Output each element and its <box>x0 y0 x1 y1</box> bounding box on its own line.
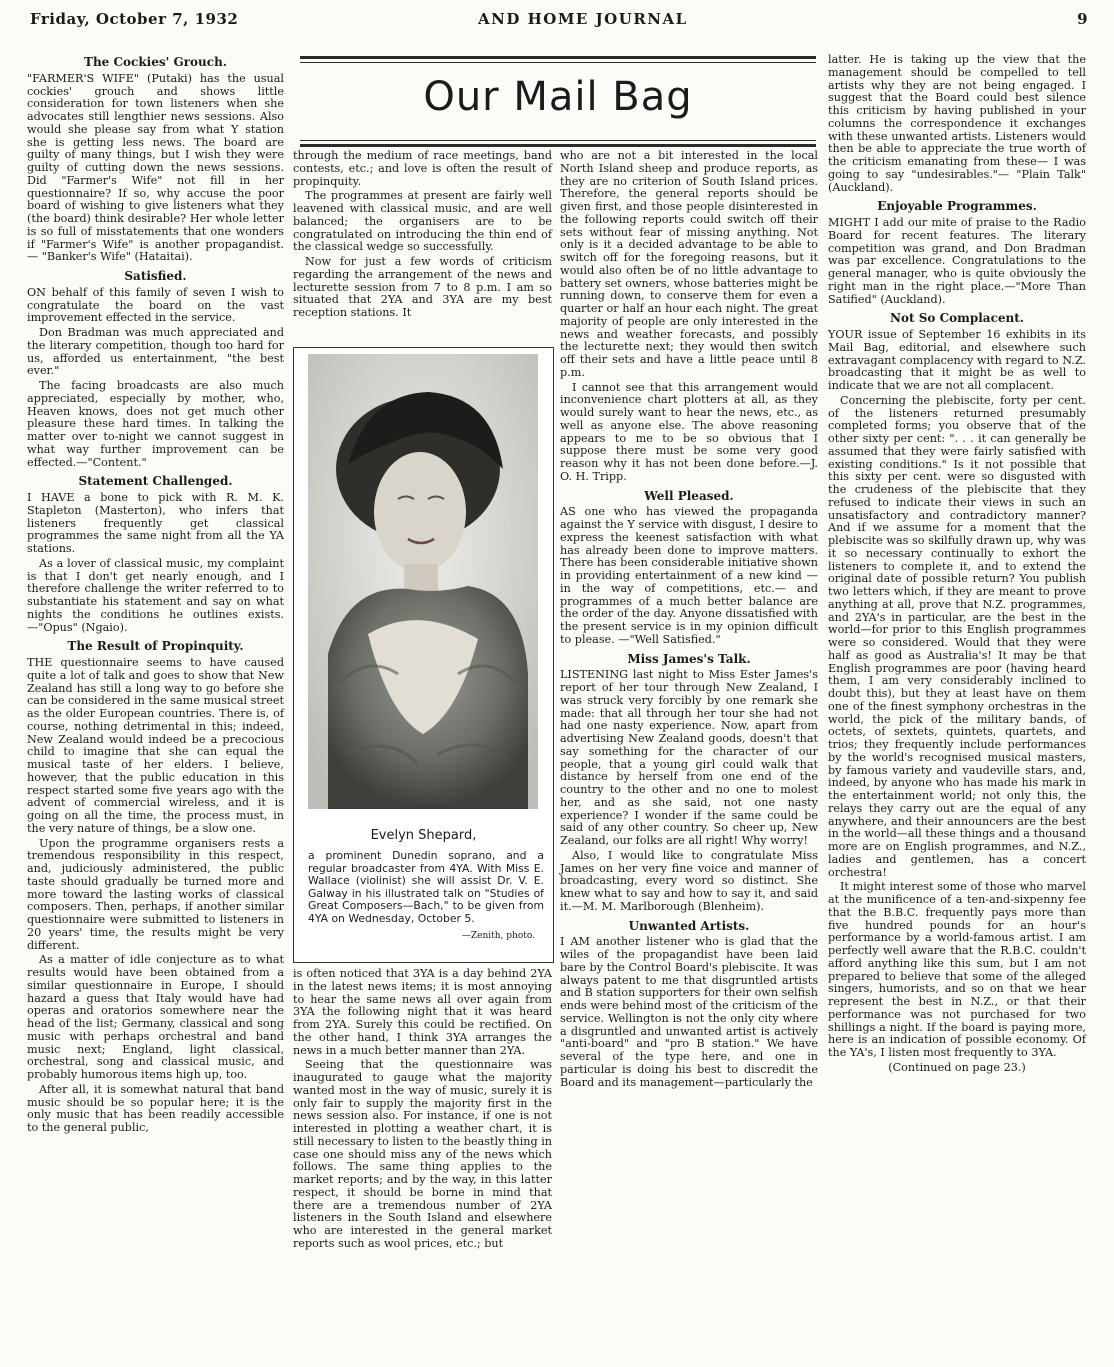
column-3 <box>560 150 818 1091</box>
letter-paragraph: Don Bradman was much appreciated and the literary competition, though too hard for us, afforded us entertainment, "the best ever." <box>27 326 284 378</box>
letter-paragraph: MIGHT I add our mite of praise to the Radio Board for recent features. The literary competition was grand, and Don Bradman was par excellence. Congratulations to the general manager, who is quite obviously the right man in the right place.—"More Than Satified" (Auckland). <box>828 216 1086 306</box>
page-number: 9 <box>1077 10 1088 28</box>
letter-paragraph: AS one who has viewed the propaganda against the Y service with disgust, I desire to express the keenest satisfaction with what has already been done to improve matters. There has been considerable initiative shown in providing entertainment of a new kind —in the way of competitions, etc.— and programmes of a much better balance are the order of the day. Anyone dissatisfied with the present service is in my opinion difficult to please. —"Well Satisfied." <box>560 505 818 646</box>
continued-note: (Continued on page 23.) <box>888 1060 1026 1074</box>
letter-paragraph: Concerning the plebiscite, forty per cent. of the listeners returned presumably completed forms; you observe that of the other sixty per cent: ". . . it can generally be assumed that they were fairly satisfied with existing conditions." Is it not possible that this sixty per cent. were so disgusted with the crudeness of the plebiscite that they refused to indicate their views in such an unsatisfactory and contradictory manner? And if we assume for a moment that the plebiscite was so skilfully drawn up, why was it so necessary continually to exhort the listeners to complete it, and to extend the original date of possible return? You publish two letters which, if they are meant to prove anything at all, prove that N.Z. programmes, and 2YA's in particular, are the best in the world—for prior to this English programmes were so considered. Would that they were half as good as Australia's! It may be that English programmes are poor (having heard them, I am very considerably inclined to doubt this), but they at least have on them one of the finest symphony orchestras in the world, the pick of the military bands, of octets, of sextets, quintets, quartets, and trios; they frequently include performances by the world's recognised musical masters, by famous variety and vaudeville stars, and, indeed, by anyone who has made his mark in the entertainment world; not only this, the relays they carry out are the equal of any anywhere, and their announcers are the best in the world—all these things and a thousand more are on English programmes, and N.Z., ladies and gentlemen, has a concert orchestra! <box>828 393 1086 879</box>
letter-paragraph: As a lover of classical music, my complaint is that I don't get nearly enough, and I therefore challenge the writer referred to to substantiate his statement and say on what nights the conditions he outlines exists.—"Opus" (Ngaio). <box>27 556 284 634</box>
heading-statement-challenged: Statement Challenged. <box>78 474 233 489</box>
heading-well-pleased: Well Pleased. <box>644 488 734 503</box>
photo-credit: —Zenith, photo. <box>461 931 535 941</box>
letter-paragraph: As a matter of idle conjecture as to what results would have been obtained from a similar questionnaire in Europe, I should hazard a guess that Italy would have had operas and oratorios somewhere near the head of the list; Germany, classical and song music with perhaps orchestral and band music next; England, light classical, orchestral, song and classical music, and probably humorous items high up, too. <box>27 953 284 1081</box>
letter-paragraph: YOUR issue of September 16 exhibits in its Mail Bag, editorial, and elsewhere such extravagant complacency with regard to N.Z. broadcasting that it might be as well to indicate that we are not all complacent. <box>828 328 1086 392</box>
page-header <box>30 10 1100 32</box>
letter-paragraph: latter. He is taking up the view that the management should be compelled to tell artists why they are not being engaged. I suggest that the Board could best silence this criticism by having published in your columns the correspondence it exchanges with these unwanted artists. Listeners would then be able to appreciate the true worth of the criticism emanating from these— I was going to say "undesirables."— "Plain Talk" (Auckland). <box>828 53 1086 194</box>
portrait-photo-box <box>293 347 554 963</box>
letter-paragraph: Upon the programme organisers rests a tremendous responsibility in this respect, and, judiciously administered, the public taste should gradually be turned more and more toward the lasting works of classical composers. Then, perhaps, if another similar questionnaire were submitted to listeners in 20 years' time, the results might be very different. <box>27 836 284 952</box>
masthead-rule-top <box>300 56 816 59</box>
column-2-bottom <box>293 968 552 1253</box>
heading-cockies-grouch: The Cockies' Grouch. <box>84 55 227 69</box>
masthead-title: Our Mail Bag <box>423 74 693 120</box>
letter-paragraph: "FARMER'S WIFE" (Putaki) has the usual cockies' grouch and shows little consideration for town listeners when she advocates still lengthier news sessions. Also would she please say from what Y station she is getting less news. The board are guilty of many things, but I wish they were guilty of cutting down the news sessions. Did "Farmer's Wife" not fill in her questionnaire? If so, why accuse the poor board of wishing to give listeners what they (the board) think desirable? Her whole letter is so full of misstatements that one wonders if "Farmer's Wife" is another propagandist. — "Banker's Wife" (Hataitai). <box>27 71 284 264</box>
letter-paragraph: I AM another listener who is glad that the wiles of the propagandist have been laid bare by the Control Board's plebiscite. It was always patent to me that disgruntled artists and B station supporters for their own selfish ends were behind most of the criticism of the service. Wellington is not the only city where a disgruntled and unwanted artist is actively "anti-board" and "pro B station." We have several of the type here, and one in particular is doing his best to discredit the Board and its management—particularly the <box>560 935 818 1089</box>
letter-paragraph: LISTENING last night to Miss Ester James's report of her tour through New Zealand, I was struck very forcibly by one remark she made: that all through her tour she had not had one nasty experience. Now, apart from advertising New Zealand goods, doesn't that say something for the character of our people, that a young girl could walk that distance by herself from one end of the country to the other and no one to molest her, and as she said, not one nasty experience? I wonder if the same could be said of any other country. So cheer up, New Zealand, our folks are all right! Why worry! <box>560 668 818 847</box>
letter-paragraph: who are not a bit interested in the local North Island sheep and produce reports, as they are no criterion of South Island prices. Therefore, the general reports should be given first, and those people disinterested in the following reports could switch off their sets without fear of missing anything. Not only is it a decided advantage to be able to switch off for the foregoing reasons, but it would also often be of no little advantage to battery set owners, whose batteries might be running down, to conserve them for even a quarter or half an hour each night. The great majority of people are only interested in the news and weather forecasts, and possibly the lecturette next; they would then switch off their sets and have a little peace until 8 p.m. <box>560 149 818 379</box>
masthead-rule-bottom <box>300 144 816 147</box>
header-date: Friday, October 7, 1932 <box>30 10 239 28</box>
portrait-name: Evelyn Shepard, <box>370 828 477 843</box>
letter-paragraph: I HAVE a bone to pick with R. M. K. Stapleton (Masterton), who infers that listeners frequently get classical programmes the same night from all the YA stations. <box>27 491 284 555</box>
heading-unwanted-artists: Unwanted Artists. <box>628 918 750 933</box>
portrait-caption: a prominent Dunedin soprano, and a regular broadcaster from 4YA. With Miss E. Wallace (violinist) she will assist Dr. V. E. Galway in his illustrated talk on "Studies of Great Composers—Bach," to be given from 4YA on Wednesday, October 5. <box>308 849 544 925</box>
heading-enjoyable-programmes: Enjoyable Programmes. <box>877 199 1037 214</box>
letter-paragraph: is often noticed that 3YA is a day behind 2YA in the latest news items; it is most annoying to hear the same news all over again from 3YA the following night that it was heard from 2YA. Surely this could be rectified. On the other hand, I think 3YA arranges the news in a much better manner than 2YA. <box>293 967 552 1057</box>
header-publication: AND HOME JOURNAL <box>478 10 688 28</box>
column-4 <box>828 54 1086 1077</box>
letter-paragraph: Seeing that the questionnaire was inaugurated to gauge what the majority wanted most in the way of music, surely it is only fair to supply the majority first in the news session also. For instance, if one is not interested in plotting a weather chart, it is still necessary to listen to the beastly thing in case one should miss any of the news which follows. The same thing applies to the market reports; and by the way, in this latter respect, it should be borne in mind that there are a tremendous number of 2YA listeners in the South Island and elsewhere who are interested in the general market reports such as wool prices, etc.; but <box>293 1058 552 1250</box>
masthead <box>300 56 816 160</box>
letter-paragraph: I cannot see that this arrangement would inconvenience chart plotters at all, as they would surely want to hear the news, etc., as well as anyone else. The above reasoning appears to me to be so obvious that I suppose there must be some very good reason why it has not been done before.—J. O. H. Tripp. <box>560 380 818 483</box>
column-1 <box>27 54 284 1137</box>
letter-paragraph: Also, I would like to congratulate Miss James on her very fine voice and manner of broadcasting, every word so distinct. She knew what to say and how to say it, and said it.—M. M. Marlborough (Blenheim). <box>560 848 818 913</box>
letter-paragraph: THE questionnaire seems to have caused quite a lot of talk and goes to show that New Zealand has still a long way to go before she can be considered in the same musical street as the older European countries. There is, of course, nothing detrimental in this; indeed, New Zealand would indeed be a precocious child to imagine that she can equal the musical taste of her elders. I believe, however, that the public education in this respect started some five years ago with the advent of commercial wireless, and it is going on all the time, the process must, in the very nature of things, be a slow one. <box>27 656 284 835</box>
letter-paragraph: The facing broadcasts are also much appreciated, especially by mother, who, Heaven knows, does not get much other pleasure these hard times. In talking the matter over to-night we cannot suggest in what way further improvement can be effected.—"Content." <box>27 379 284 469</box>
masthead-rule-top-thin <box>300 62 816 63</box>
column-2-top <box>293 150 552 322</box>
letter-paragraph: Now for just a few words of criticism regarding the arrangement of the news and lecturette session from 7 to 8 p.m. I am so situated that 2YA and 3YA are my best reception stations. It <box>293 255 552 319</box>
letter-paragraph: through the medium of race meetings, band contests, etc.; and love is often the result of propinquity. <box>293 149 552 188</box>
heading-satisfied: Satisfied. <box>124 269 187 283</box>
letter-paragraph: The programmes at present are fairly well leavened with classical music, and are well balanced; the organisers are to be congratulated on introducing the thin end of the classical wedge so successfully. <box>293 189 552 254</box>
portrait-image <box>308 354 538 809</box>
heading-result-of-propinquity: The Result of Propinquity. <box>67 639 244 654</box>
letter-paragraph: It might interest some of those who marvel at the munificence of a ten-and-sixpenny fee that the B.B.C. frequently pays more than five hundred pounds for an hour's performance by a world-famous artist. I am perfectly well aware that the R.B.C. couldn't afford anything like this sum, but I am not prepared to believe that some of the alleged singers, humorists, and so on that we hear represent the best in N.Z., or that their performance was not purchased for two shillings a night. If the board is paying more, here is an indication of possible economy. Of the YA's, I listen most frequently to 3YA. <box>828 880 1086 1059</box>
masthead-rule-bottom-thin <box>300 140 816 141</box>
heading-not-so-complacent: Not So Complacent. <box>890 311 1024 326</box>
letter-paragraph: ON behalf of this family of seven I wish to congratulate the board on the vast improvement effected in the service. <box>27 285 284 325</box>
letter-paragraph: After all, it is somewhat natural that band music should be so popular here; it is the only music that has been readily accessible to the general public, <box>27 1082 284 1134</box>
heading-miss-jamess-talk: Miss James's Talk. <box>627 651 751 666</box>
